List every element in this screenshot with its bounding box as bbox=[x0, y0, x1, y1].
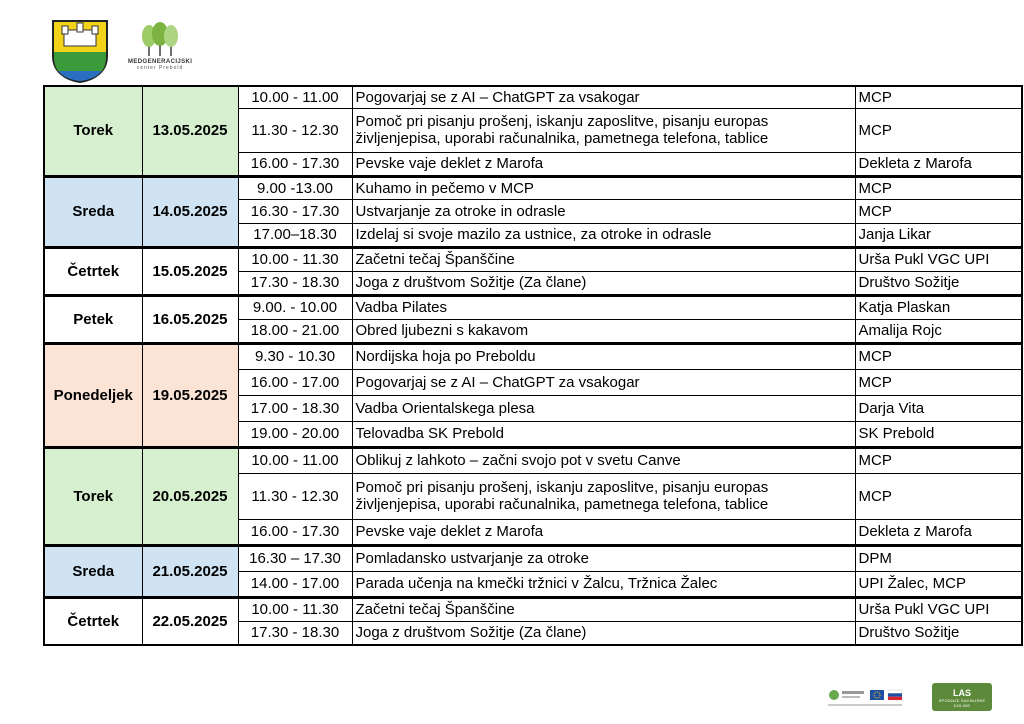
host-cell: Društvo Sožitje bbox=[855, 271, 1022, 295]
host-cell: MCP bbox=[855, 176, 1022, 199]
schedule-body bbox=[44, 86, 1022, 645]
activity-cell: Obred ljubezni s kakavom bbox=[352, 319, 855, 343]
date-cell: 13.05.2025 bbox=[142, 86, 238, 176]
host-cell: Katja Plaskan bbox=[855, 295, 1022, 319]
municipality-crest-icon bbox=[50, 18, 110, 84]
time-cell: 16.00 - 17.30 bbox=[238, 519, 352, 545]
activity-cell: Pogovarjaj se z AI – ChatGPT za vsakogar bbox=[352, 86, 855, 108]
trees-icon bbox=[140, 22, 180, 58]
date-cell: 19.05.2025 bbox=[142, 343, 238, 447]
time-cell: 14.00 - 17.00 bbox=[238, 571, 352, 597]
date-cell: 16.05.2025 bbox=[142, 295, 238, 343]
las-logo-subtext: SPODNJE SAVINJSKE DOLINE bbox=[938, 698, 986, 708]
host-cell: Društvo Sožitje bbox=[855, 621, 1022, 645]
activity-cell: Joga z društvom Sožitje (Za člane) bbox=[352, 271, 855, 295]
date-cell: 21.05.2025 bbox=[142, 545, 238, 597]
activity-cell: Pogovarjaj se z AI – ChatGPT za vsakogar bbox=[352, 369, 855, 395]
day-cell: Petek bbox=[44, 295, 142, 343]
time-cell: 16.00 - 17.30 bbox=[238, 152, 352, 176]
time-cell: 10.00 - 11.00 bbox=[238, 86, 352, 108]
time-cell: 17.30 - 18.30 bbox=[238, 271, 352, 295]
time-cell: 9.30 - 10.30 bbox=[238, 343, 352, 369]
time-cell: 17.00–18.30 bbox=[238, 223, 352, 247]
time-cell: 16.00 - 17.00 bbox=[238, 369, 352, 395]
activity-cell: Pomoč pri pisanju prošenj, iskanju zaposlitve, pisanju europas življenjepisa, uporabi računalnika, pametnega telefona, tablice bbox=[352, 473, 855, 519]
host-cell: Urša Pukl VGC UPI bbox=[855, 247, 1022, 271]
time-cell: 10.00 - 11.00 bbox=[238, 447, 352, 473]
table-row bbox=[44, 343, 1022, 369]
date-cell: 15.05.2025 bbox=[142, 247, 238, 295]
host-cell: Janja Likar bbox=[855, 223, 1022, 247]
activity-cell: Joga z društvom Sožitje (Za člane) bbox=[352, 621, 855, 645]
host-cell: Urša Pukl VGC UPI bbox=[855, 597, 1022, 621]
host-cell: Amalija Rojc bbox=[855, 319, 1022, 343]
host-cell: MCP bbox=[855, 473, 1022, 519]
host-cell: MCP bbox=[855, 108, 1022, 152]
host-cell: MCP bbox=[855, 447, 1022, 473]
activity-cell: Začetni tečaj Španščine bbox=[352, 247, 855, 271]
host-cell: UPI Žalec, MCP bbox=[855, 571, 1022, 597]
host-cell: MCP bbox=[855, 369, 1022, 395]
host-cell: SK Prebold bbox=[855, 421, 1022, 447]
activity-cell: Pomoč pri pisanju prošenj, iskanju zaposlitve, pisanju europas življenjepisa, uporabi računalnika, pametnega telefona, tablice bbox=[352, 108, 855, 152]
time-cell: 18.00 - 21.00 bbox=[238, 319, 352, 343]
day-cell: Sreda bbox=[44, 545, 142, 597]
time-cell: 17.00 - 18.30 bbox=[238, 395, 352, 421]
host-cell: MCP bbox=[855, 86, 1022, 108]
table-row bbox=[44, 545, 1022, 571]
activity-cell: Začetni tečaj Španščine bbox=[352, 597, 855, 621]
time-cell: 17.30 - 18.30 bbox=[238, 621, 352, 645]
table-row bbox=[44, 597, 1022, 621]
host-cell: MCP bbox=[855, 343, 1022, 369]
date-cell: 20.05.2025 bbox=[142, 447, 238, 545]
activity-cell: Pomladansko ustvarjanje za otroke bbox=[352, 545, 855, 571]
time-cell: 11.30 - 12.30 bbox=[238, 108, 352, 152]
host-cell: DPM bbox=[855, 545, 1022, 571]
day-cell: Torek bbox=[44, 447, 142, 545]
day-cell: Četrtek bbox=[44, 597, 142, 645]
day-cell: Torek bbox=[44, 86, 142, 176]
funding-logos-icon bbox=[826, 686, 906, 710]
table-row bbox=[44, 86, 1022, 108]
activity-cell: Telovadba SK Prebold bbox=[352, 421, 855, 447]
time-cell: 16.30 – 17.30 bbox=[238, 545, 352, 571]
time-cell: 16.30 - 17.30 bbox=[238, 199, 352, 223]
center-logo-subtitle: center Prebold bbox=[136, 65, 184, 71]
activity-cell: Kuhamo in pečemo v MCP bbox=[352, 176, 855, 199]
activity-cell: Vadba Orientalskega plesa bbox=[352, 395, 855, 421]
host-cell: Darja Vita bbox=[855, 395, 1022, 421]
activity-cell: Vadba Pilates bbox=[352, 295, 855, 319]
intergenerational-center-logo bbox=[128, 22, 192, 78]
table-row bbox=[44, 447, 1022, 473]
time-cell: 11.30 - 12.30 bbox=[238, 473, 352, 519]
day-cell: Ponedeljek bbox=[44, 343, 142, 447]
activity-cell: Izdelaj si svoje mazilo za ustnice, za otroke in odrasle bbox=[352, 223, 855, 247]
day-cell: Sreda bbox=[44, 176, 142, 247]
host-cell: Dekleta z Marofa bbox=[855, 152, 1022, 176]
las-logo bbox=[932, 683, 992, 711]
activity-cell: Parada učenja na kmečki tržnici v Žalcu, Tržnica Žalec bbox=[352, 571, 855, 597]
table-row bbox=[44, 247, 1022, 271]
time-cell: 9.00 -13.00 bbox=[238, 176, 352, 199]
host-cell: MCP bbox=[855, 199, 1022, 223]
day-cell: Četrtek bbox=[44, 247, 142, 295]
time-cell: 19.00 - 20.00 bbox=[238, 421, 352, 447]
time-cell: 10.00 - 11.30 bbox=[238, 597, 352, 621]
activity-cell: Oblikuj z lahkoto – začni svojo pot v svetu Canve bbox=[352, 447, 855, 473]
activity-cell: Ustvarjanje za otroke in odrasle bbox=[352, 199, 855, 223]
activity-cell: Pevske vaje deklet z Marofa bbox=[352, 519, 855, 545]
las-logo-text: LAS bbox=[953, 688, 971, 698]
time-cell: 10.00 - 11.30 bbox=[238, 247, 352, 271]
activity-cell: Nordijska hoja po Preboldu bbox=[352, 343, 855, 369]
table-row bbox=[44, 295, 1022, 319]
date-cell: 22.05.2025 bbox=[142, 597, 238, 645]
center-logo-title: MEDGENERACIJSKI bbox=[128, 59, 193, 65]
host-cell: Dekleta z Marofa bbox=[855, 519, 1022, 545]
date-cell: 14.05.2025 bbox=[142, 176, 238, 247]
activity-cell: Pevske vaje deklet z Marofa bbox=[352, 152, 855, 176]
time-cell: 9.00. - 10.00 bbox=[238, 295, 352, 319]
table-row bbox=[44, 176, 1022, 199]
schedule-table bbox=[43, 85, 1023, 646]
